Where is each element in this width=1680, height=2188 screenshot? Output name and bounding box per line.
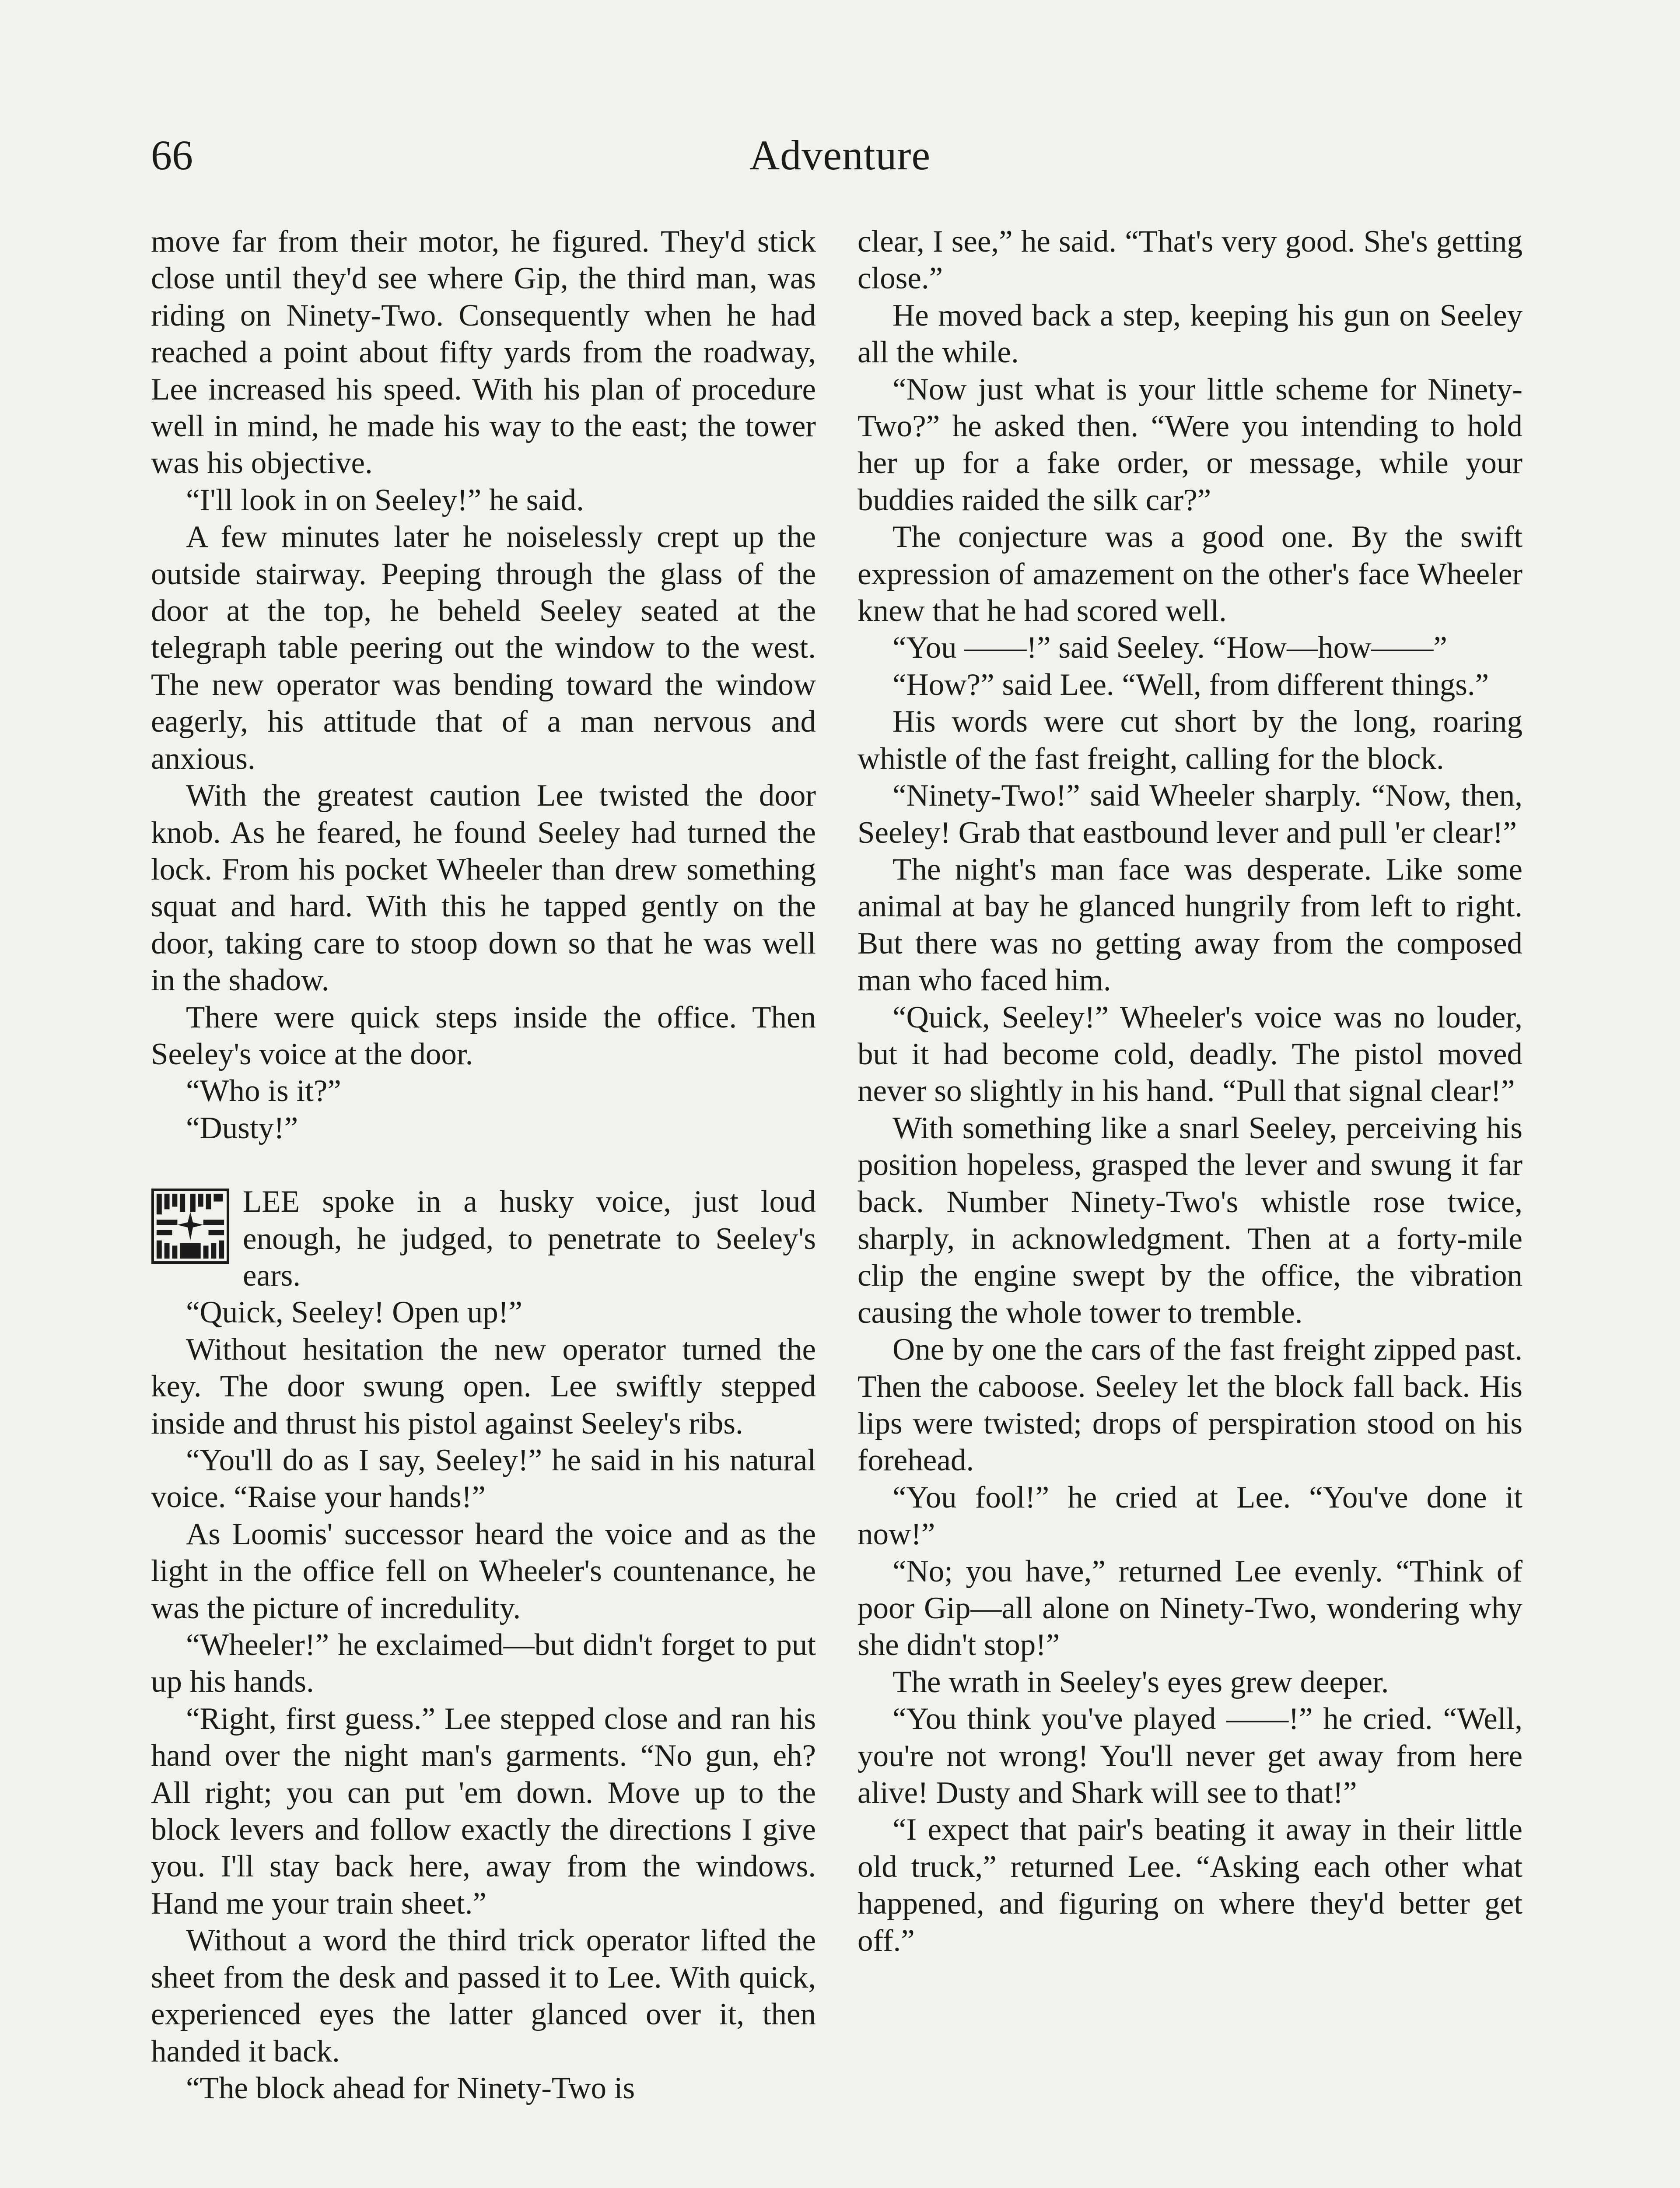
paragraph: The night's man face was desperate. Like some animal at bay he glanced hungrily from left to right. But there was no getting away from the composed man who faced him. [858,852,1522,998]
paragraph: “You think you've played ——!” he cried. “Well, you're not wrong! You'll never get away from here alive! Dusty and Shark will see to that!” [858,1702,1522,1810]
paragraph: A few minutes later he noiselessly crept up the outside stairway. Peeping through the glass of the door at the top, he beheld Seeley seated at the telegraph table peering out the window to the west. The new operator was bending toward the window eagerly, his attitude that of a man nervous and anxious. [151,520,816,776]
paragraph: With the greatest caution Lee twisted the door knob. As he feared, he found Seeley had turned the lock. From his pocket Wheeler than drew something squat and hard. With this he tapped gently on the door, taking care to stoop down so that he was well in the shadow. [151,778,816,998]
paragraph: The conjecture was a good one. By the swift expression of amazement on the other's face Wheeler knew that he had scored well. [858,520,1522,628]
paragraph: “You fool!” he cried at Lee. “You've done it now!” [858,1480,1522,1552]
paragraph: “I'll look in on Seeley!” he said. [186,483,584,517]
paragraph: move far from their motor, he figured. They'd stick close until they'd see where Gip, the third man, was riding on Ninety-Two. Consequently when he had reached a point about fifty yards from the roadway, Lee increased his speed. With his plan of procedure well in mind, he made his way to the east; the tower was his objective. [151,224,816,480]
paragraph: “Dusty!” [186,1111,298,1145]
paragraph: With something like a snarl Seeley, perceiving his position hopeless, grasped the lever and swung it far back. Number Ninety-Two's whistle rose twice, sharply, in acknowledgment. Then at a forty-mile clip the engine swept by the office, the vibration causing the whole tower to tremble. [858,1111,1522,1330]
right-column [858,223,1522,1959]
paragraph: As Loomis' successor heard the voice and as the light in the office fell on Wheeler's countenance, he was the picture of incredulity. [151,1517,816,1625]
paragraph: “You'll do as I say, Seeley!” he said in his natural voice. “Raise your hands!” [151,1443,816,1515]
paragraph: “Ninety-Two!” said Wheeler sharply. “Now, then, Seeley! Grab that eastbound lever and pull 'er clear!” [858,778,1522,850]
paragraph: “I expect that pair's beating it away in their little old truck,” returned Lee. “Asking each other what happened, and figuring on where they'd better get off.” [858,1813,1522,1958]
drop-ornament-icon [151,1189,230,1264]
paragraph: clear, I see,” he said. “That's very good. She's getting close.” [858,224,1522,296]
paragraph: “Right, first guess.” Lee stepped close and ran his hand over the night man's garments. “No gun, eh? All right; you can put 'em down. Move up to the block levers and follow exactly the directions I give you. I'll stay back here, away from the windows. Hand me your train sheet.” [151,1701,816,1921]
paragraph: “Now just what is your little scheme for Ninety-Two?” he asked then. “Were you intending to hold her up for a fake order, or message, while your buddies raided the silk car?” [858,372,1522,517]
paragraph: “You ——!” said Seeley. “How—how——” [892,631,1447,665]
paragraph: “The block ahead for Ninety-Two is [186,2071,635,2105]
paragraph: The wrath in Seeley's eyes grew deeper. [892,1665,1389,1699]
paragraph: “How?” said Lee. “Well, from different things.” [892,667,1489,702]
paragraph: His words were cut short by the long, roaring whistle of the fast freight, calling for the block. [858,705,1522,776]
page-number: 66 [151,132,193,179]
paragraph: “Quick, Seeley!” Wheeler's voice was no louder, but it had become cold, deadly. The pistol moved never so slightly in his hand. “Pull that signal clear!” [858,1000,1522,1108]
paragraph: He moved back a step, keeping his gun on Seeley all the while. [858,298,1522,370]
paragraph: One by one the cars of the fast freight zipped past. Then the caboose. Seeley let the block fall back. His lips were twisted; drops of perspiration stood on his forehead. [858,1332,1522,1478]
section-break [151,1147,816,1183]
paragraph: “No; you have,” returned Lee evenly. “Think of poor Gip—all alone on Ninety-Two, wondering why she didn't stop!” [858,1554,1522,1662]
page-header [151,127,1529,184]
left-column [151,223,816,2107]
drop-paragraph-block [151,1183,816,1294]
magazine-title: Adventure [749,132,931,179]
paragraph: “Quick, Seeley! Open up!” [186,1295,522,1330]
paragraph: “Who is it?” [186,1074,341,1108]
drop-cap-paragraph: LEE spoke in a husky voice, just loud enough, he judged, to penetrate to Seeley's ears. [243,1185,816,1293]
paragraph: Without a word the third trick operator lifted the sheet from the desk and passed it to Lee. With quick, experienced eyes the latter glanced over it, then handed it back. [151,1923,816,2069]
paragraph: There were quick steps inside the office. Then Seeley's voice at the door. [151,1000,816,1071]
paragraph: “Wheeler!” he exclaimed—but didn't forget to put up his hands. [151,1628,816,1699]
paragraph: Without hesitation the new operator turned the key. The door swung open. Lee swiftly stepped inside and thrust his pistol against Seeley's ribs. [151,1332,816,1441]
